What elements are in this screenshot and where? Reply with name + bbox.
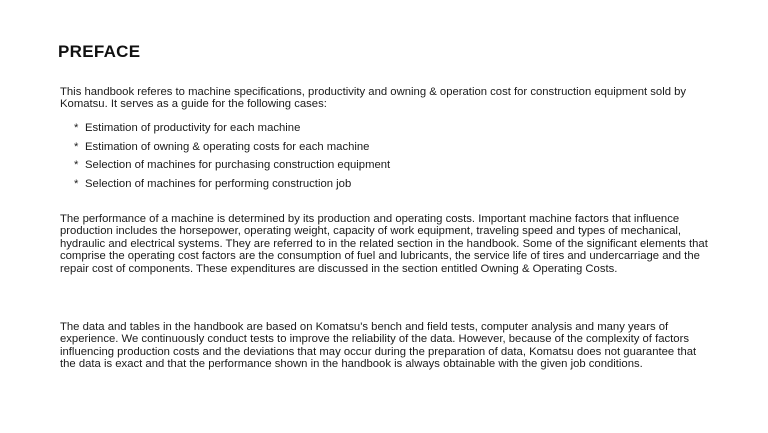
bullet-marker: * (74, 140, 79, 153)
list-item-text: Estimation of owning & operating costs for each machine (85, 140, 370, 153)
performance-paragraph: The performance of a machine is determined by its production and operating costs. Important machine factors that influence production includes the horsepower, operating weight, capacity of work equipment, traveling speed and types of mechanical, hydraulic and electrical systems. They are referred to in the related section in the handbook. Some of the significant elements that comprise the operating cost factors are the consumption of fuel and lubricants, the service life of tires and undercarriage and the repair cost of components. These expenditures are discussed in the section entitled Owning & Operating Costs. (60, 213, 708, 275)
intro-paragraph: This handbook referes to machine specifications, productivity and owning & operation cost for construction equipment sold by Komatsu. It serves as a guide for the following cases: (60, 86, 687, 111)
list-item (74, 175, 390, 194)
list-item-text: Selection of machines for purchasing construction equipment (85, 159, 391, 172)
list-item (74, 119, 390, 138)
list-item (74, 138, 390, 157)
use-case-list (74, 119, 390, 193)
list-item-text: Selection of machines for performing construction job (85, 177, 352, 190)
page-title: PREFACE (58, 42, 141, 61)
bullet-marker: * (74, 177, 79, 190)
list-item-text: Estimation of productivity for each machine (85, 122, 301, 134)
disclaimer-paragraph: The data and tables in the handbook are based on Komatsu's bench and field tests, computer analysis and many years of experience. We continuously conduct tests to improve the reliability of the data. However, because of the complexity of factors influencing production costs and the deviations that may occur during the preparation of data, Komatsu does not guarantee that the data is exact and that the performance shown in the handbook is always obtainable with the given job conditions. (60, 321, 697, 371)
list-item (74, 156, 390, 175)
bullet-marker: * (74, 159, 79, 172)
bullet-marker: * (74, 122, 79, 134)
